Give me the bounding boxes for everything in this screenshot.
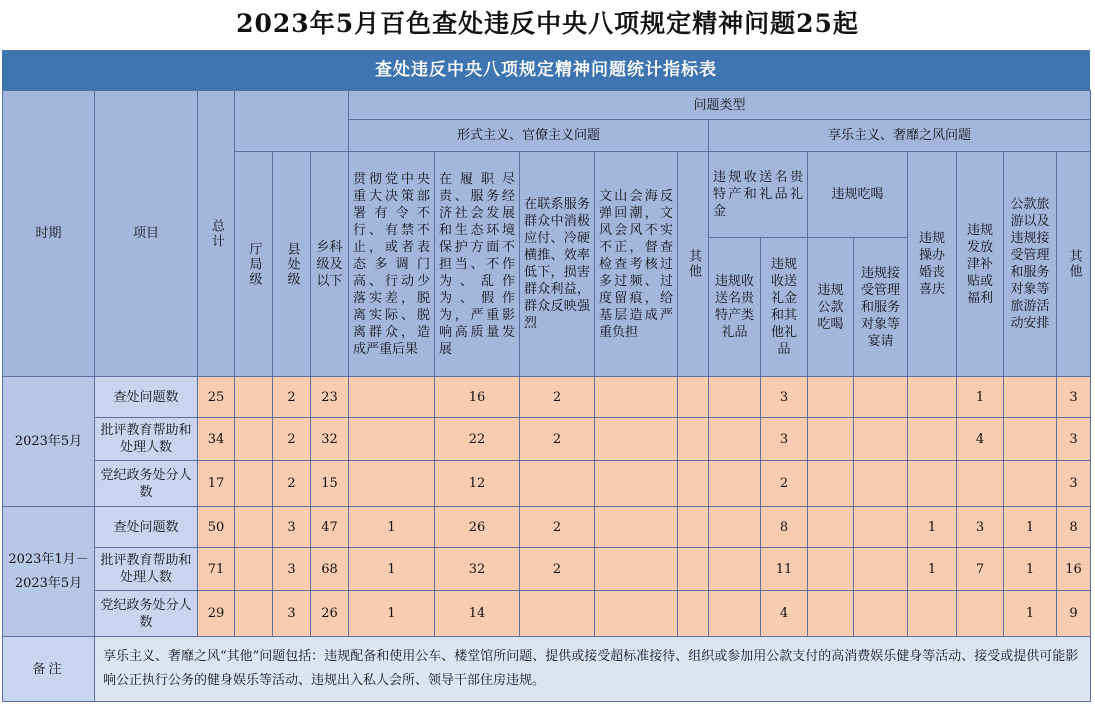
cell [908, 418, 957, 461]
header-formalism-2: 在履职尽责、服务经济社会发展和生态环境保护方面不担当、不作为、乱作为、假作为，严重影响高质量发展 [435, 152, 520, 377]
cell: 68 [311, 548, 349, 591]
header-gift-1: 违规收送名贵特产类礼品 [709, 238, 761, 377]
cell: 8 [1057, 507, 1091, 548]
row-item: 党纪政务处分人数 [95, 591, 198, 637]
cell: 32 [435, 548, 520, 591]
cell [854, 461, 908, 507]
cell: 1 [957, 377, 1004, 418]
cell [808, 461, 854, 507]
header-level-blank [235, 91, 349, 152]
cell: 71 [198, 548, 235, 591]
cell [854, 591, 908, 637]
cell: 2 [520, 418, 595, 461]
cell [854, 377, 908, 418]
cell: 32 [311, 418, 349, 461]
cell [235, 591, 273, 637]
header-dining-2: 违规接受管理和服务对象等宴请 [854, 238, 908, 377]
cell: 1 [908, 507, 957, 548]
cell: 1 [349, 548, 435, 591]
cell [595, 507, 678, 548]
header-subsidies: 违规发放津补贴或福利 [957, 152, 1004, 377]
cell [709, 461, 761, 507]
cell: 22 [435, 418, 520, 461]
cell: 16 [1057, 548, 1091, 591]
cell [1004, 461, 1057, 507]
cell [349, 418, 435, 461]
header-gift-2: 违规收送礼金和其他礼品 [761, 238, 808, 377]
header-hedonism-other: 其他 [1057, 152, 1091, 377]
row-item: 党纪政务处分人数 [95, 461, 198, 507]
cell: 17 [198, 461, 235, 507]
cell [349, 377, 435, 418]
header-travel: 公款旅游以及违规接受管理和服务对象等旅游活动安排 [1004, 152, 1057, 377]
cell [854, 548, 908, 591]
cell: 2 [273, 461, 311, 507]
cell: 14 [435, 591, 520, 637]
period-label: 2023年1月－2023年5月 [3, 507, 95, 637]
cell [808, 548, 854, 591]
cell: 1 [349, 507, 435, 548]
cell [808, 418, 854, 461]
header-dining-1: 违规公款吃喝 [808, 238, 854, 377]
cell [235, 377, 273, 418]
cell: 47 [311, 507, 349, 548]
cell [678, 548, 709, 591]
cell: 7 [957, 548, 1004, 591]
cell: 11 [761, 548, 808, 591]
cell [235, 418, 273, 461]
cell: 9 [1057, 591, 1091, 637]
cell: 29 [198, 591, 235, 637]
cell: 2 [273, 377, 311, 418]
cell [957, 591, 1004, 637]
header-problem-type: 问题类型 [349, 91, 1091, 120]
period-label: 2023年5月 [3, 377, 95, 507]
cell: 2 [273, 418, 311, 461]
cell: 3 [1057, 377, 1091, 418]
cell: 1 [1004, 548, 1057, 591]
table-row [3, 507, 1091, 548]
row-item: 查处问题数 [95, 377, 198, 418]
cell [1004, 377, 1057, 418]
header-hedonism-group: 享乐主义、奢靡之风问题 [709, 120, 1091, 152]
table-row [3, 377, 1091, 418]
cell: 3 [1057, 461, 1091, 507]
cell: 2 [520, 507, 595, 548]
cell [957, 461, 1004, 507]
cell [808, 507, 854, 548]
cell: 2 [520, 548, 595, 591]
cell [709, 377, 761, 418]
cell: 3 [273, 591, 311, 637]
table-row [3, 461, 1091, 507]
cell [854, 418, 908, 461]
cell [709, 591, 761, 637]
cell [908, 591, 957, 637]
cell: 16 [435, 377, 520, 418]
remarks-label: 备注 [3, 637, 95, 702]
cell: 26 [435, 507, 520, 548]
header-weddings: 违规操办婚丧喜庆 [908, 152, 957, 377]
cell: 25 [198, 377, 235, 418]
header-formalism-group: 形式主义、官僚主义问题 [349, 120, 709, 152]
cell [235, 507, 273, 548]
cell [678, 377, 709, 418]
remarks-text: 享乐主义、奢靡之风“其他”问题包括：违规配备和使用公车、楼堂馆所问题、提供或接受超标准接待、组织或参加用公款支付的高消费娱乐健身等活动、接受或提供可能影响公正执行公务的健身娱乐等活动、违规出入私人会所、领导干部住房违规。 [95, 637, 1091, 702]
cell [678, 591, 709, 637]
cell [709, 507, 761, 548]
header-dining-group: 违规吃喝 [808, 152, 908, 238]
cell: 1 [349, 591, 435, 637]
header-level-ting: 厅局级 [235, 152, 273, 377]
cell: 3 [1057, 418, 1091, 461]
cell [520, 461, 595, 507]
cell: 2 [520, 377, 595, 418]
cell: 12 [435, 461, 520, 507]
row-item: 批评教育帮助和处理人数 [95, 548, 198, 591]
cell [808, 377, 854, 418]
cell: 50 [198, 507, 235, 548]
row-item: 批评教育帮助和处理人数 [95, 418, 198, 461]
cell [349, 461, 435, 507]
cell: 2 [761, 461, 808, 507]
row-item: 查处问题数 [95, 507, 198, 548]
cell: 26 [311, 591, 349, 637]
header-period: 时期 [3, 91, 95, 377]
cell [595, 418, 678, 461]
cell: 1 [1004, 591, 1057, 637]
table-title-banner: 查处违反中央八项规定精神问题统计指标表 [2, 50, 1090, 90]
cell [808, 591, 854, 637]
page-title: 2023年5月百色查处违反中央八项规定精神问题25起 [236, 9, 859, 38]
cell: 3 [273, 548, 311, 591]
cell: 23 [311, 377, 349, 418]
cell [678, 507, 709, 548]
table-row [3, 591, 1091, 637]
cell [854, 507, 908, 548]
header-total: 总计 [198, 91, 235, 377]
cell [908, 377, 957, 418]
header-level-xian: 县处级 [273, 152, 311, 377]
header-level-xiang: 乡科级及以下 [311, 152, 349, 377]
cell [595, 377, 678, 418]
table-row [3, 548, 1091, 591]
cell: 1 [908, 548, 957, 591]
header-item: 项目 [95, 91, 198, 377]
cell [709, 418, 761, 461]
header-formalism-1: 贯彻党中央重大决策部署有令不行、有禁不止，或者表态多调门高、行动少落实差，脱离实际、脱离群众，造成严重后果 [349, 152, 435, 377]
cell [595, 548, 678, 591]
header-gift-group: 违规收送名贵特产和礼品礼金 [709, 152, 808, 238]
cell: 8 [761, 507, 808, 548]
cell: 3 [273, 507, 311, 548]
cell: 34 [198, 418, 235, 461]
cell [595, 591, 678, 637]
header-formalism-3: 在联系服务群众中消极应付、冷硬横推、效率低下，损害群众利益，群众反映强烈 [520, 152, 595, 377]
header-formalism-other: 其他 [678, 152, 709, 377]
table-row [3, 418, 1091, 461]
cell: 1 [1004, 507, 1057, 548]
cell [709, 548, 761, 591]
cell: 4 [957, 418, 1004, 461]
cell: 15 [311, 461, 349, 507]
cell [595, 461, 678, 507]
cell: 3 [761, 418, 808, 461]
cell [908, 461, 957, 507]
cell: 3 [957, 507, 1004, 548]
statistics-table [2, 90, 1091, 702]
header-formalism-4: 文山会海反弹回潮，文风会风不实不正，督查检查考核过多过频、过度留痕，给基层造成严重负担 [595, 152, 678, 377]
cell [235, 461, 273, 507]
cell: 4 [761, 591, 808, 637]
cell [1004, 418, 1057, 461]
cell [520, 591, 595, 637]
cell [678, 461, 709, 507]
cell [235, 548, 273, 591]
cell: 3 [761, 377, 808, 418]
cell [678, 418, 709, 461]
